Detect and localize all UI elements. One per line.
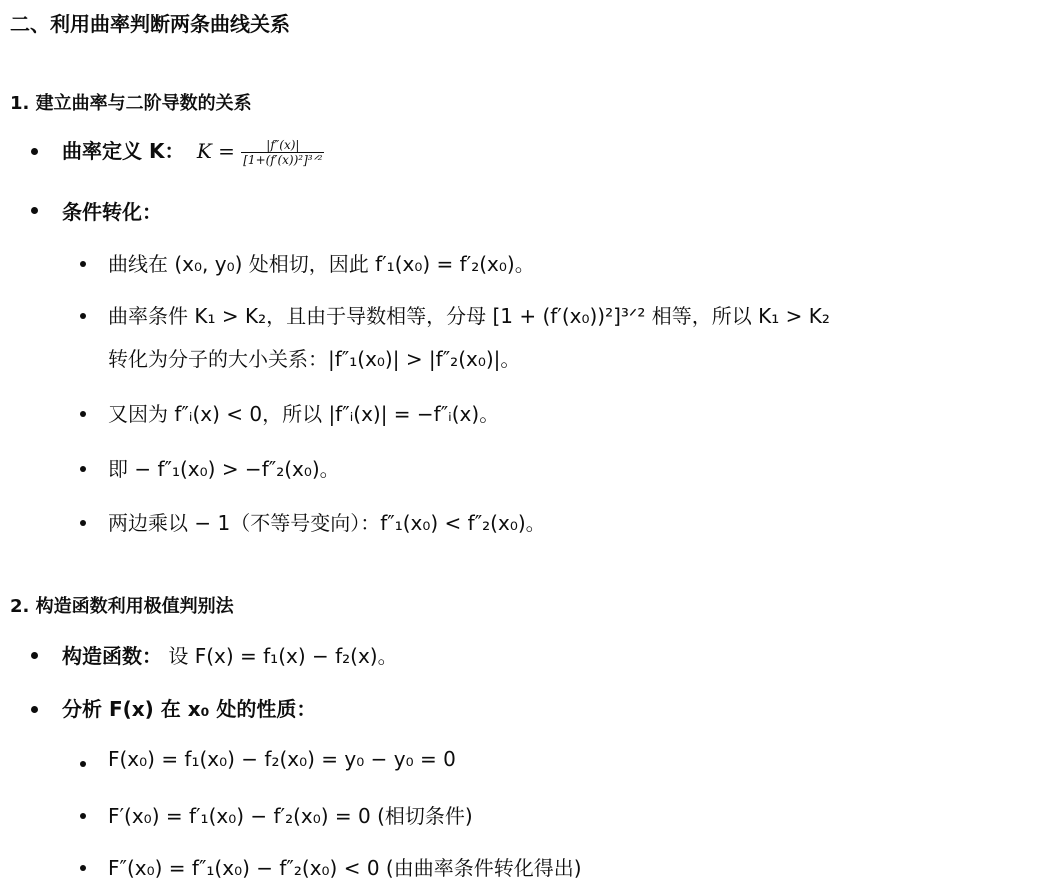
sub-bullet-dot xyxy=(80,865,86,871)
sub-bullet-dot xyxy=(80,813,86,819)
bullet-dot xyxy=(31,148,38,155)
curvature-definition xyxy=(62,134,324,168)
s1-item-sign: 又因为 f″ᵢ(x) < 0，所以 |f″ᵢ(x)| = −f″ᵢ(x)。 xyxy=(108,402,500,426)
bullet-dot xyxy=(31,207,38,214)
construct-text: 设 F(x) = f₁(x) − f₂(x)。 xyxy=(168,644,398,668)
s1-item-multiply: 两边乘以 − 1（不等号变向）：f″₁(x₀) < f″₂(x₀)。 xyxy=(108,511,546,535)
s1-item-curvature-cond-cont: 转化为分子的大小关系：|f″₁(x₀)| > |f″₂(x₀)|。 xyxy=(108,347,521,371)
sub-bullet-dot xyxy=(80,313,86,319)
section-1-title: 1. 建立曲率与二阶导数的关系 xyxy=(10,93,252,114)
curv-def-fraction xyxy=(241,138,324,167)
curv-def-numerator: |f″(x)| xyxy=(241,138,324,153)
sub-bullet-dot xyxy=(80,520,86,526)
bullet-dot xyxy=(31,652,38,659)
condition-label: 条件转化： xyxy=(62,200,162,224)
s1-item-curvature-cond: 曲率条件 K₁ > K₂，且由于导数相等，分母 [1 + (f′(x₀))²]³ᐟ² 相等，所以 K₁ > K₂ xyxy=(108,304,830,328)
curv-def-denominator: [1+(f′(x))²]³ᐟ² xyxy=(243,153,323,167)
construct-function xyxy=(62,640,398,669)
s1-item-ie: 即 − f″₁(x₀) > −f″₂(x₀)。 xyxy=(108,457,340,481)
bullet-dot xyxy=(31,706,38,713)
s2-item-F-double-prime: F″(x₀) = f″₁(x₀) − f″₂(x₀) < 0 (由曲率条件转化得出) xyxy=(108,856,582,880)
sub-bullet-dot xyxy=(80,466,86,472)
curv-def-lhs: K = xyxy=(196,139,235,163)
sub-bullet-dot xyxy=(80,411,86,417)
sub-bullet-dot xyxy=(80,761,86,767)
s1-item-tangent: 曲线在 (x₀, y₀) 处相切，因此 f′₁(x₀) = f′₂(x₀)。 xyxy=(108,252,535,276)
curv-def-label: 曲率定义 K： xyxy=(62,139,185,163)
section-2-title: 2. 构造函数利用极值判别法 xyxy=(10,596,234,617)
s2-item-F-prime: F′(x₀) = f′₁(x₀) − f′₂(x₀) = 0 (相切条件) xyxy=(108,804,473,828)
analyze-label: 分析 F(x) 在 x₀ 处的性质： xyxy=(62,697,317,721)
construct-label: 构造函数： xyxy=(62,644,162,668)
sub-bullet-dot xyxy=(80,261,86,267)
main-title: 二、利用曲率判断两条曲线关系 xyxy=(10,12,290,36)
s2-item-F: F(x₀) = f₁(x₀) − f₂(x₀) = y₀ − y₀ = 0 xyxy=(108,747,456,771)
